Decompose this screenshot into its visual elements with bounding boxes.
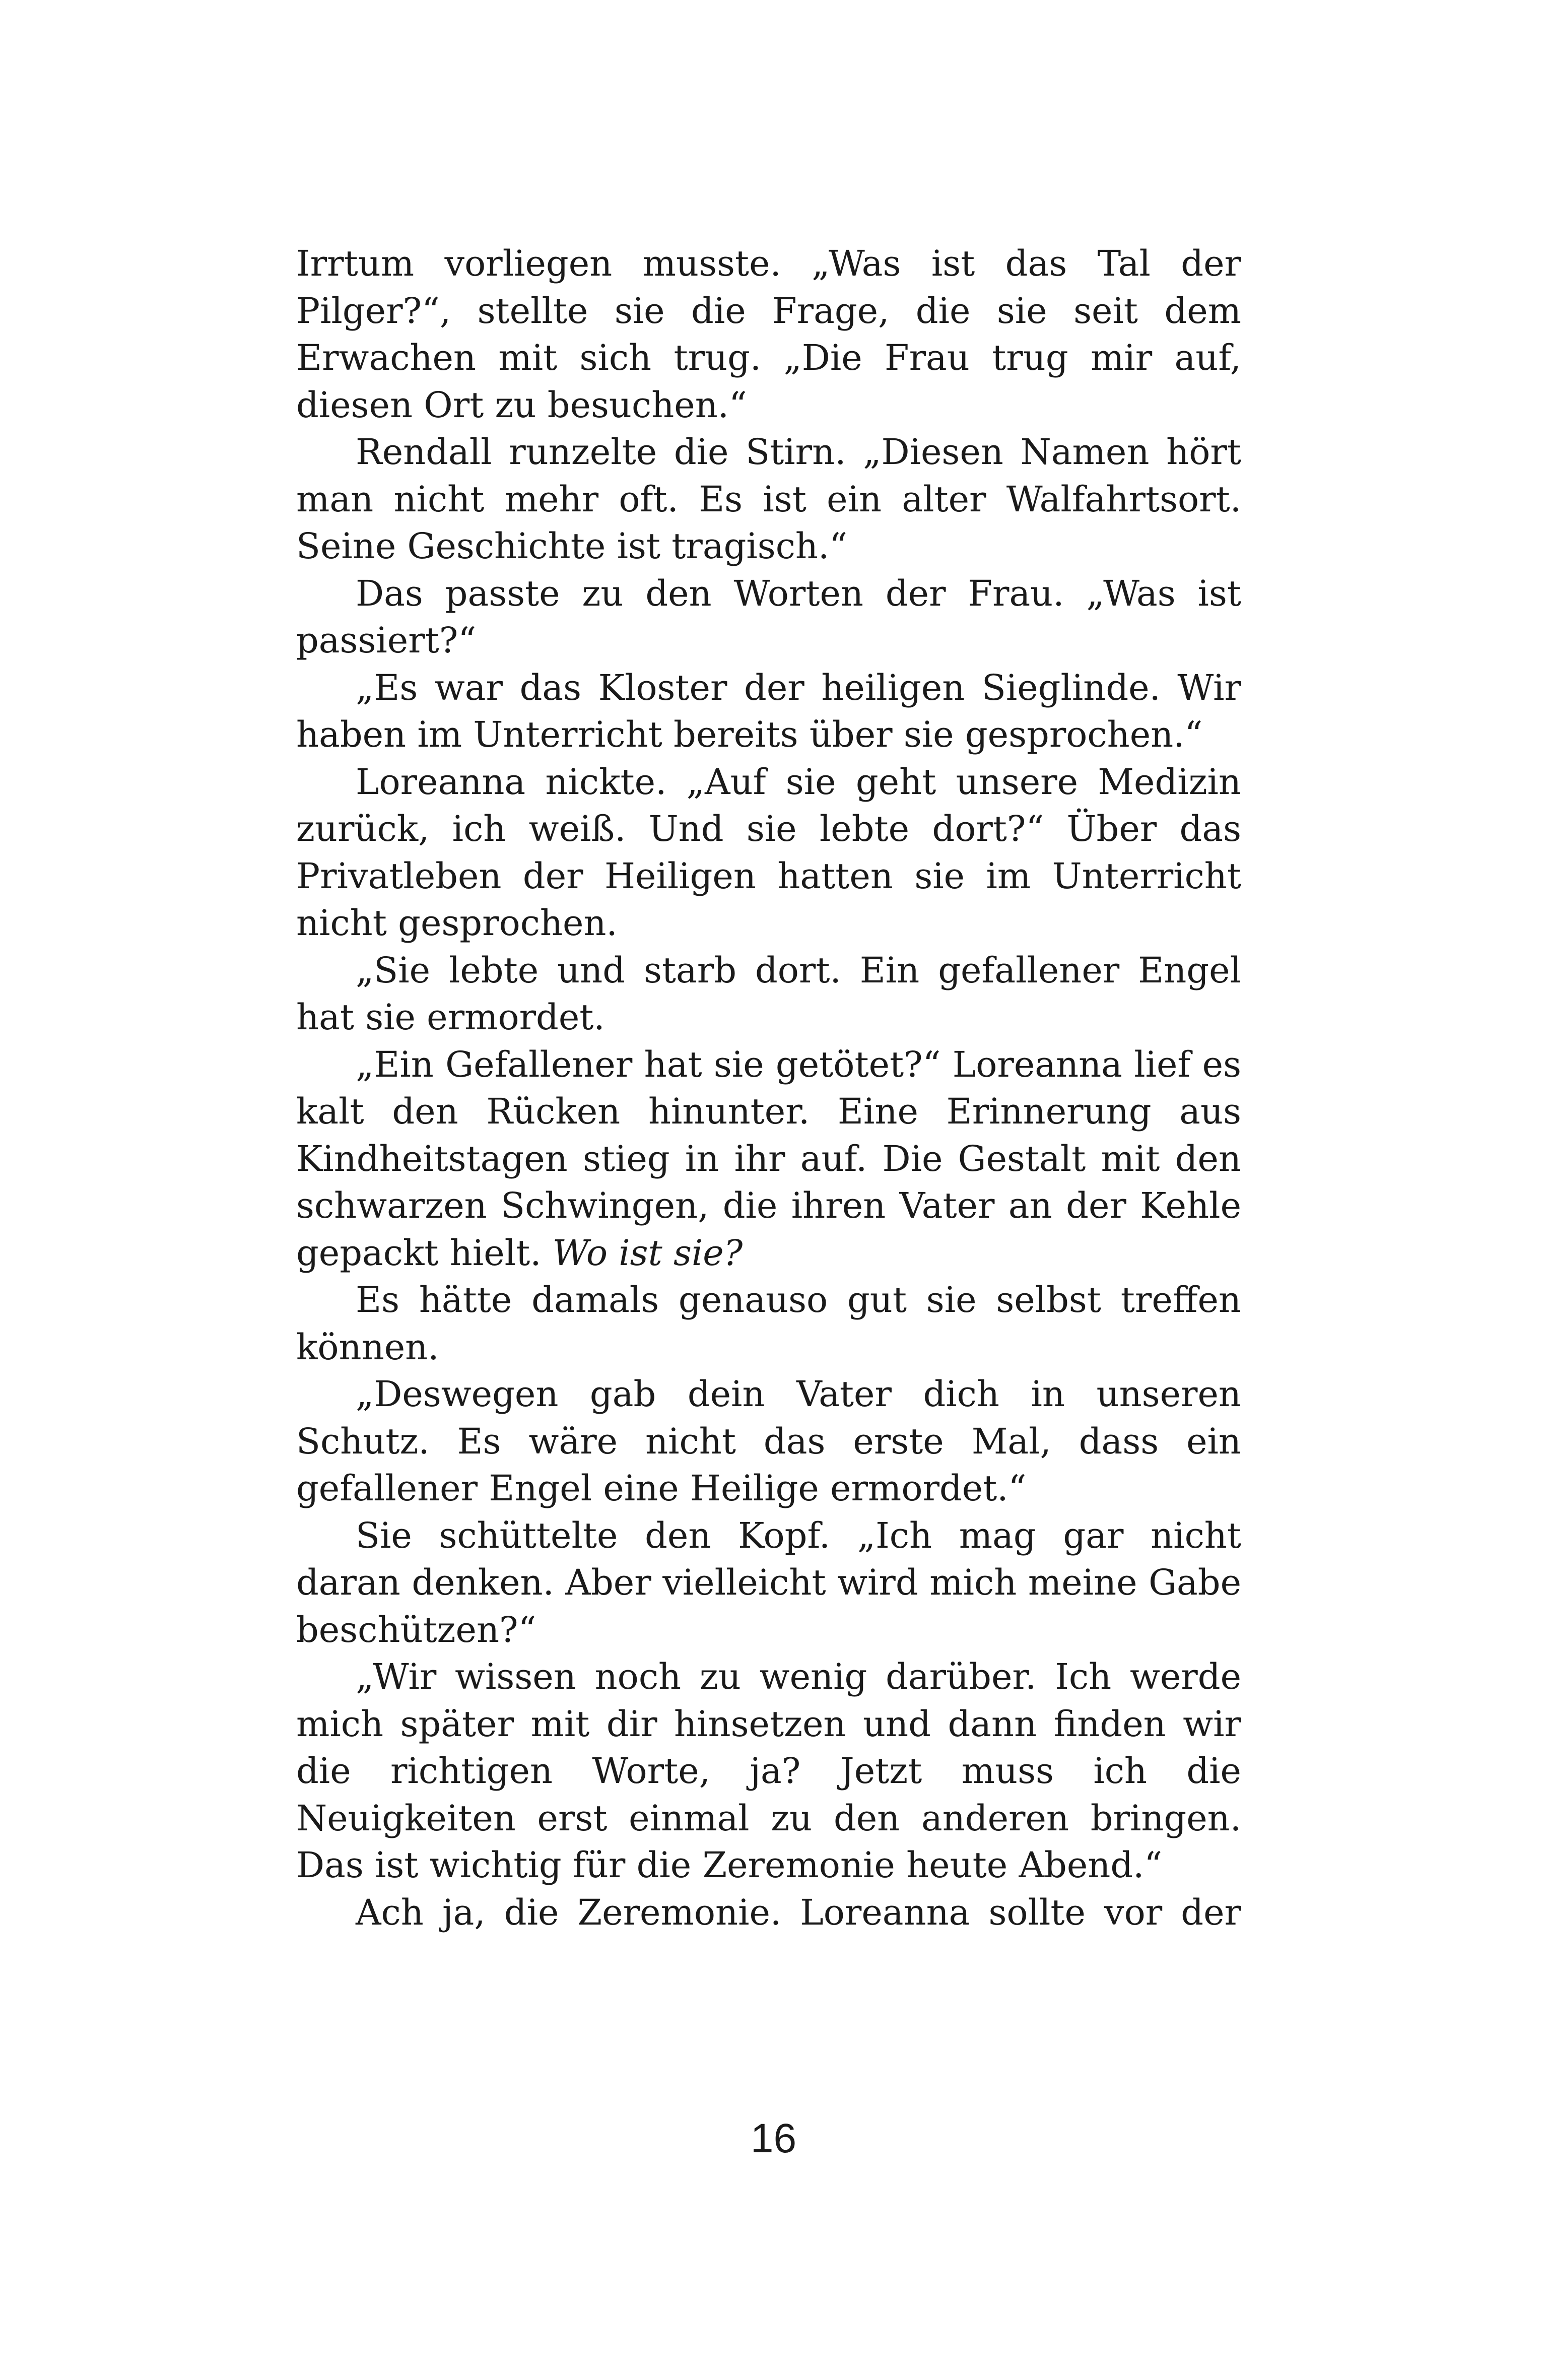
paragraph-4: „Es war das Kloster der heiligen Sieglinde. Wir haben im Unterricht bereits über sie gesprochen.“ [296,667,1241,755]
paragraph-11: „Wir wissen noch zu wenig darüber. Ich werde mich später mit dir hinsetzen und dann finden wir die richtigen Worte, ja? Jetzt muss ich die Neuigkeiten erst einmal zu den anderen bringen. Das ist wichtig für die Zeremonie heute Abend.“ [296,1656,1241,1886]
paragraph-8: Es hätte damals genauso gut sie selbst treffen können. [296,1279,1241,1368]
paragraph-10: Sie schüttelte den Kopf. „Ich mag gar nicht daran denken. Aber vielleicht wird mich meine Gabe beschützen?“ [296,1514,1241,1650]
page-number: 16 [750,2115,797,2161]
paragraph-7 [296,1041,1241,1277]
paragraph-9: „Deswegen gab dein Vater dich in unseren Schutz. Es wäre nicht das erste Mal, dass ein gefallener Engel eine Heilige ermordet.“ [296,1373,1241,1509]
paragraph-6: „Sie lebte und starb dort. Ein gefallener Engel hat sie ermordet. [296,949,1241,1038]
paragraph-7-italic-thought: Wo ist sie? [552,1232,743,1274]
body-text [296,240,1241,1936]
paragraph-2: Rendall runzelte die Stirn. „Diesen Namen hört man nicht mehr oft. Es ist ein alter Walfahrtsort. Seine Geschichte ist tragisch.“ [296,431,1241,567]
paragraph-1: Irrtum vorliegen musste. „Was ist das Tal der Pilger?“, stellte sie die Frage, die sie seit dem Erwachen mit sich trug. „Die Frau trug mir auf, diesen Ort zu besuchen.“ [296,243,1241,426]
paragraph-3: Das passte zu den Worten der Frau. „Was ist passiert?“ [296,572,1241,661]
paragraph-7-text: „Ein Gefallener hat sie getötet?“ Loreanna lief es kalt den Rücken hinunter. Eine Erinnerung aus Kindheitstagen stieg in ihr auf. Die Gestalt mit den schwarzen Schwingen, die ihren Vater an der Kehle gepackt hielt. [296,1043,1241,1274]
paragraph-12: Ach ja, die Zeremonie. Loreanna sollte vor der [356,1891,1241,1933]
paragraph-5: Loreanna nickte. „Auf sie geht unsere Medizin zurück, ich weiß. Und sie lebte dort?“ Über das Privatleben der Heiligen hatten sie im Unterricht nicht gesprochen. [296,761,1241,944]
